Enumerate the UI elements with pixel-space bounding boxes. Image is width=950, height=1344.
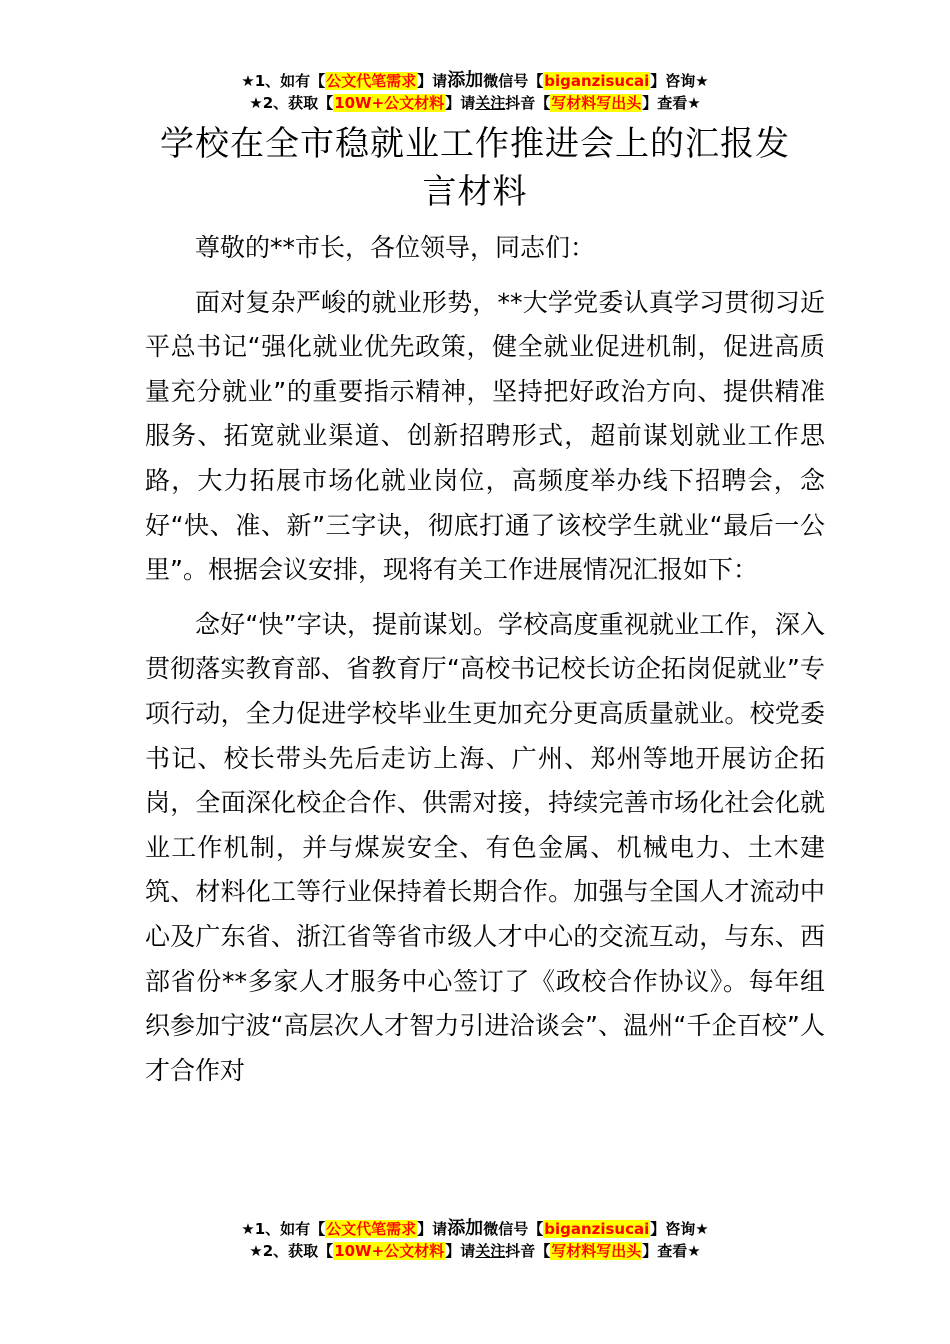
promo-line-1: ★1、如有【公文代笔需求】请添加微信号【biganzisucai】咨询★ (241, 70, 709, 91)
promo-banner-top (0, 70, 950, 114)
highlight-writing-service: 公文代笔需求 (326, 72, 417, 90)
highlight-wechat-id: biganzisucai (544, 1220, 650, 1238)
promo-line-1: ★1、如有【公文代笔需求】请添加微信号【biganzisucai】咨询★ (241, 1218, 709, 1239)
highlight-douyin-account: 写材料写出头 (551, 94, 642, 112)
promo-line-2: ★2、获取【10W+公文材料】请关注抖音【写材料写出头】查看★ (249, 1242, 701, 1260)
document-title: 学校在全市稳就业工作推进会上的汇报发言材料 (160, 124, 790, 212)
salutation: 尊敬的**市长，各位领导，同志们： (195, 233, 596, 262)
highlight-writing-service: 公文代笔需求 (326, 1220, 417, 1238)
highlight-materials: 10W+公文材料 (334, 94, 445, 112)
highlight-materials: 10W+公文材料 (334, 1242, 445, 1260)
promo-banner-bottom (0, 1218, 950, 1262)
body-paragraph: 面对复杂严峻的就业形势，**大学党委认真学习贯彻习近平总书记“强化就业优先政策，健全就业促进机制，促进高质量充分就业”的重要指示精神，坚持把好政治方向、提供精准服务、拓宽就业渠道、创新招聘形式，超前谋划就业工作思路，大力拓展市场化就业岗位，高频度举办线下招聘会，念好“快、准、新”三字诀，彻底打通了该校学生就业“最后一公里”。根据会议安排，现将有关工作进展情况汇报如下： (145, 287, 825, 585)
document-body (145, 226, 825, 1103)
highlight-douyin-account: 写材料写出头 (551, 1242, 642, 1260)
promo-line-2: ★2、获取【10W+公文材料】请关注抖音【写材料写出头】查看★ (249, 94, 701, 112)
highlight-wechat-id: biganzisucai (544, 72, 650, 90)
body-paragraph: 念好“快”字诀，提前谋划。学校高度重视就业工作，深入贯彻落实教育部、省教育厅“高校书记校长访企拓岗促就业”专项行动，全力促进学校毕业生更加充分更高质量就业。校党委书记、校长带头先后走访上海、广州、郑州等地开展访企拓岗，全面深化校企合作、供需对接，持续完善市场化社会化就业工作机制，并与煤炭安全、有色金属、机械电力、土木建筑、材料化工等行业保持着长期合作。加强与全国人才流动中心及广东省、浙江省等省市级人才中心的交流互动，与东、西部省份**多家人才服务中心签订了《政校合作协议》。每年组织参加宁波“高层次人才智力引进洽谈会”、温州“千企百校”人才合作对 (145, 609, 825, 1085)
